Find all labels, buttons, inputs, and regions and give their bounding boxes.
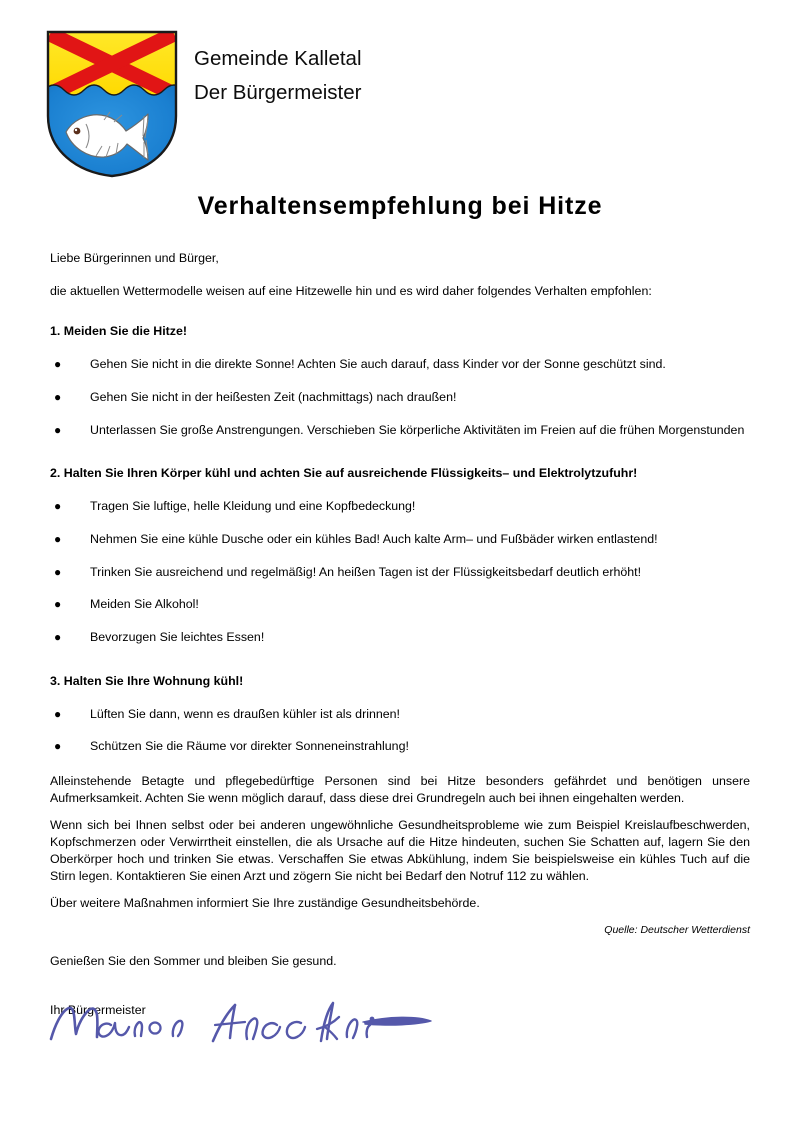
section-heading-2: 2. Halten Sie Ihren Körper kühl und achten Sie auf ausreichende Flüssigkeits– und Elektrolytzufuhr! [50, 466, 638, 481]
bullet-icon: ● [54, 564, 62, 579]
bullet-icon: ● [54, 630, 62, 645]
coat-of-arms-icon [44, 28, 180, 180]
list-item [50, 356, 750, 373]
bullet-icon: ● [54, 531, 62, 546]
list-item [50, 389, 750, 406]
list-item-text: Schützen Sie die Räume vor direkter Sonneneinstrahlung! [90, 739, 409, 754]
office-title: Der Bürgermeister [194, 81, 362, 104]
section-heading-1: 1. Meiden Sie die Hitze! [50, 324, 188, 339]
bullet-icon: ● [54, 422, 62, 437]
section-list-1 [50, 356, 750, 438]
list-item-text: Trinken Sie ausreichend und regelmäßig! An heißen Tagen ist der Flüssigkeitsbedarf deutlich erhöht! [90, 564, 642, 579]
list-item-text: Meiden Sie Alkohol! [90, 597, 199, 612]
list-item [50, 422, 750, 439]
list-item-text: Gehen Sie nicht in die direkte Sonne! Achten Sie auch darauf, dass Kinder vor der Sonne geschützt sind. [90, 357, 666, 372]
section-heading-3: 3. Halten Sie Ihre Wohnung kühl! [50, 673, 244, 688]
list-item [50, 498, 750, 515]
bullet-icon: ● [54, 357, 62, 372]
list-item-text: Bevorzugen Sie leichtes Essen! [90, 630, 265, 645]
list-item-text: Lüften Sie dann, wenn es draußen kühler ist als drinnen! [90, 706, 400, 721]
page-title: Verhaltensempfehlung bei Hitze [197, 192, 603, 220]
salutation: Liebe Bürgerinnen und Bürger, [50, 251, 219, 265]
bullet-icon: ● [54, 389, 62, 404]
signoff-line: Ihr Bürgermeister [50, 1003, 146, 1018]
section-list-3 [50, 706, 750, 755]
list-item [50, 564, 750, 581]
paragraph-vulnerable-persons: Alleinstehende Betagte und pflegebedürftige Personen sind bei Hitze besonders gefährdet und benötigen unsere Aufmerksamkeit. Achten Sie wenn möglich darauf, dass diese drei Grundregeln auch bei ihnen eingehalten werden. [50, 774, 750, 805]
list-item [50, 629, 750, 646]
list-item-text: Nehmen Sie eine kühle Dusche oder ein kühles Bad! Auch kalte Arm– und Fußbäder wirken entlastend! [90, 531, 658, 546]
source-attribution: Quelle: Deutscher Wetterdienst [604, 924, 750, 937]
municipality-name: Gemeinde Kalletal [194, 47, 362, 70]
closing-line: Genießen Sie den Sommer und bleiben Sie gesund. [50, 954, 337, 969]
paragraph-health-authority: Über weitere Maßnahmen informiert Sie Ihre zuständige Gesundheitsbehörde. [50, 896, 480, 911]
list-item-text: Gehen Sie nicht in der heißesten Zeit (nachmittags) nach draußen! [90, 389, 457, 404]
list-item [50, 531, 750, 548]
bullet-icon: ● [54, 739, 62, 754]
intro-paragraph: die aktuellen Wettermodelle weisen auf eine Hitzewelle hin und es wird daher folgendes Verhalten empfohlen: [50, 283, 652, 298]
bullet-icon: ● [54, 499, 62, 514]
letterhead-text [194, 28, 362, 110]
list-item [50, 738, 750, 755]
list-item-text: Tragen Sie luftige, helle Kleidung und eine Kopfbedeckung! [90, 499, 416, 514]
bullet-icon: ● [54, 597, 62, 612]
list-item [50, 596, 750, 613]
letterhead [44, 28, 362, 180]
signature-image [45, 995, 435, 1055]
bullet-icon: ● [54, 706, 62, 721]
list-item-text: Unterlassen Sie große Anstrengungen. Verschieben Sie körperliche Aktivitäten im Freien auf die frühen Morgenstunden [90, 422, 745, 437]
paragraph-symptoms: Wenn sich bei Ihnen selbst oder bei anderen ungewöhnliche Gesundheitsprobleme wie zum Beispiel Kreislaufbeschwerden, Kopfschmerzen oder Verwirrtheit einstellen, die als Ursache auf die Hitze hindeuten, suchen Sie Schatten auf, lagern Sie den Oberkörper hoch und trinken Sie etwas. Verschaffen Sie etwas Abkühlung, indem Sie beispielsweise ein kühles Tuch auf die Stirn legen. Kontaktieren Sie einen Arzt und zögern Sie nicht bei Bedarf den Notruf 112 zu wählen. [50, 818, 750, 883]
list-item [50, 706, 750, 723]
document-body [50, 250, 750, 1019]
section-list-2 [50, 498, 750, 646]
